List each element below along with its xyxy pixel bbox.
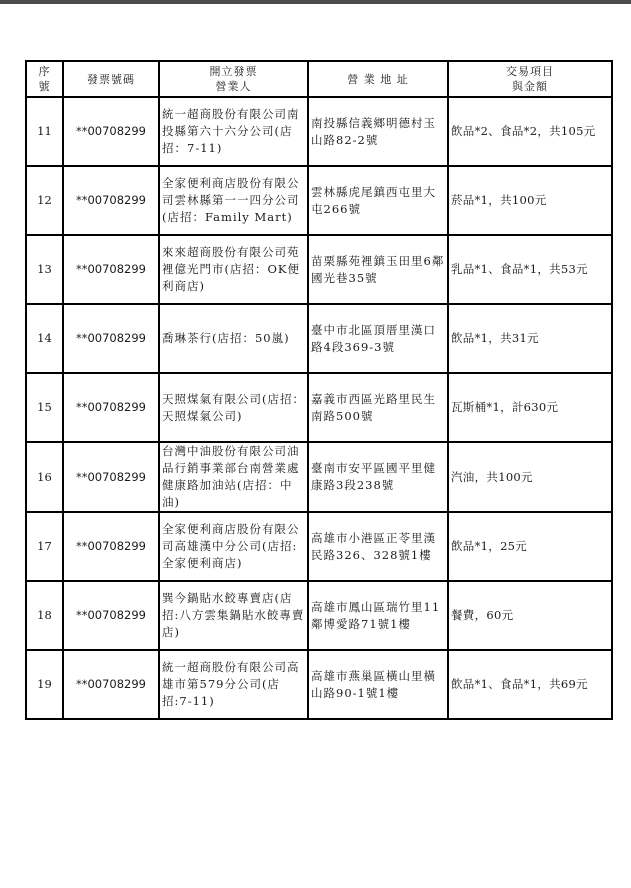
cell-items: 飲品*1、食品*1，共69元	[448, 650, 612, 719]
cell-invoice: **00708299	[63, 304, 159, 373]
cell-seq: 13	[26, 235, 63, 304]
table-row	[26, 97, 612, 166]
header-items-line2: 與金額	[512, 80, 548, 93]
table-row	[26, 235, 612, 304]
cell-seq: 19	[26, 650, 63, 719]
header-items	[448, 61, 612, 97]
cell-seq: 16	[26, 442, 63, 512]
cell-address: 嘉義市西區光路里民生南路500號	[308, 373, 448, 442]
cell-items: 飲品*2、食品*2，共105元	[448, 97, 612, 166]
cell-business: 全家便利商店股份有限公司雲林縣第一一四分公司(店招：Family Mart)	[159, 166, 308, 235]
cell-invoice: **00708299	[63, 442, 159, 512]
table-row	[26, 512, 612, 581]
cell-business: 巽今鍋貼水餃專賣店(店招:八方雲集鍋貼水餃專賣店)	[159, 581, 308, 650]
table-row	[26, 442, 612, 512]
cell-business: 統一超商股份有限公司高雄市第579分公司(店招:7-11)	[159, 650, 308, 719]
cell-items: 飲品*1，25元	[448, 512, 612, 581]
cell-items: 菸品*1，共100元	[448, 166, 612, 235]
table-header-row	[26, 61, 612, 97]
cell-invoice: **00708299	[63, 581, 159, 650]
cell-seq: 18	[26, 581, 63, 650]
header-address: 營 業 地 址	[308, 61, 448, 97]
cell-business: 全家便利商店股份有限公司高雄漢中分公司(店招:全家便利商店)	[159, 512, 308, 581]
table-row	[26, 373, 612, 442]
cell-seq: 14	[26, 304, 63, 373]
table-row	[26, 581, 612, 650]
invoice-table	[25, 60, 613, 720]
cell-address: 南投縣信義鄉明德村玉山路82-2號	[308, 97, 448, 166]
cell-business: 天照煤氣有限公司(店招：天照煤氣公司)	[159, 373, 308, 442]
top-bar	[0, 0, 631, 4]
cell-address: 高雄市燕巢區橫山里橫山路90-1號1樓	[308, 650, 448, 719]
cell-items: 餐費，60元	[448, 581, 612, 650]
cell-invoice: **00708299	[63, 97, 159, 166]
header-seq-line2: 號	[38, 80, 51, 93]
cell-address: 臺南市安平區國平里健康路3段238號	[308, 442, 448, 512]
cell-address: 臺中市北區頂厝里漢口路4段369-3號	[308, 304, 448, 373]
cell-business: 喬琳茶行(店招：50嵐)	[159, 304, 308, 373]
header-items-line1: 交易項目	[506, 65, 554, 78]
header-invoice: 發票號碼	[63, 61, 159, 97]
header-issuer-line2: 營業人	[215, 80, 252, 93]
cell-invoice: **00708299	[63, 650, 159, 719]
table-row	[26, 166, 612, 235]
cell-seq: 17	[26, 512, 63, 581]
cell-address: 苗栗縣苑裡鎮玉田里6鄰國光巷35號	[308, 235, 448, 304]
cell-items: 汽油，共100元	[448, 442, 612, 512]
cell-items: 瓦斯桶*1，計630元	[448, 373, 612, 442]
cell-invoice: **00708299	[63, 373, 159, 442]
table-row	[26, 304, 612, 373]
cell-items: 飲品*1，共31元	[448, 304, 612, 373]
cell-invoice: **00708299	[63, 512, 159, 581]
cell-items: 乳品*1、食品*1，共53元	[448, 235, 612, 304]
cell-invoice: **00708299	[63, 235, 159, 304]
header-issuer-line1: 開立發票	[209, 65, 258, 78]
header-seq-line1: 序	[38, 65, 51, 78]
cell-address: 高雄市小港區正苓里漢民路326、328號1樓	[308, 512, 448, 581]
cell-seq: 11	[26, 97, 63, 166]
cell-business: 統一超商股份有限公司南投縣第六十六分公司(店招：7-11)	[159, 97, 308, 166]
cell-address: 雲林縣虎尾鎮西屯里大屯266號	[308, 166, 448, 235]
cell-business: 來來超商股份有限公司苑裡億光門市(店招：OK便利商店)	[159, 235, 308, 304]
cell-seq: 12	[26, 166, 63, 235]
cell-business: 台灣中油股份有限公司油品行銷事業部台南營業處健康路加油站(店招：中油)	[159, 442, 308, 512]
cell-seq: 15	[26, 373, 63, 442]
header-issuer	[159, 61, 308, 97]
cell-address: 高雄市鳳山區瑞竹里11鄰博愛路71號1樓	[308, 581, 448, 650]
header-seq	[26, 61, 63, 97]
cell-invoice: **00708299	[63, 166, 159, 235]
table-row	[26, 650, 612, 719]
